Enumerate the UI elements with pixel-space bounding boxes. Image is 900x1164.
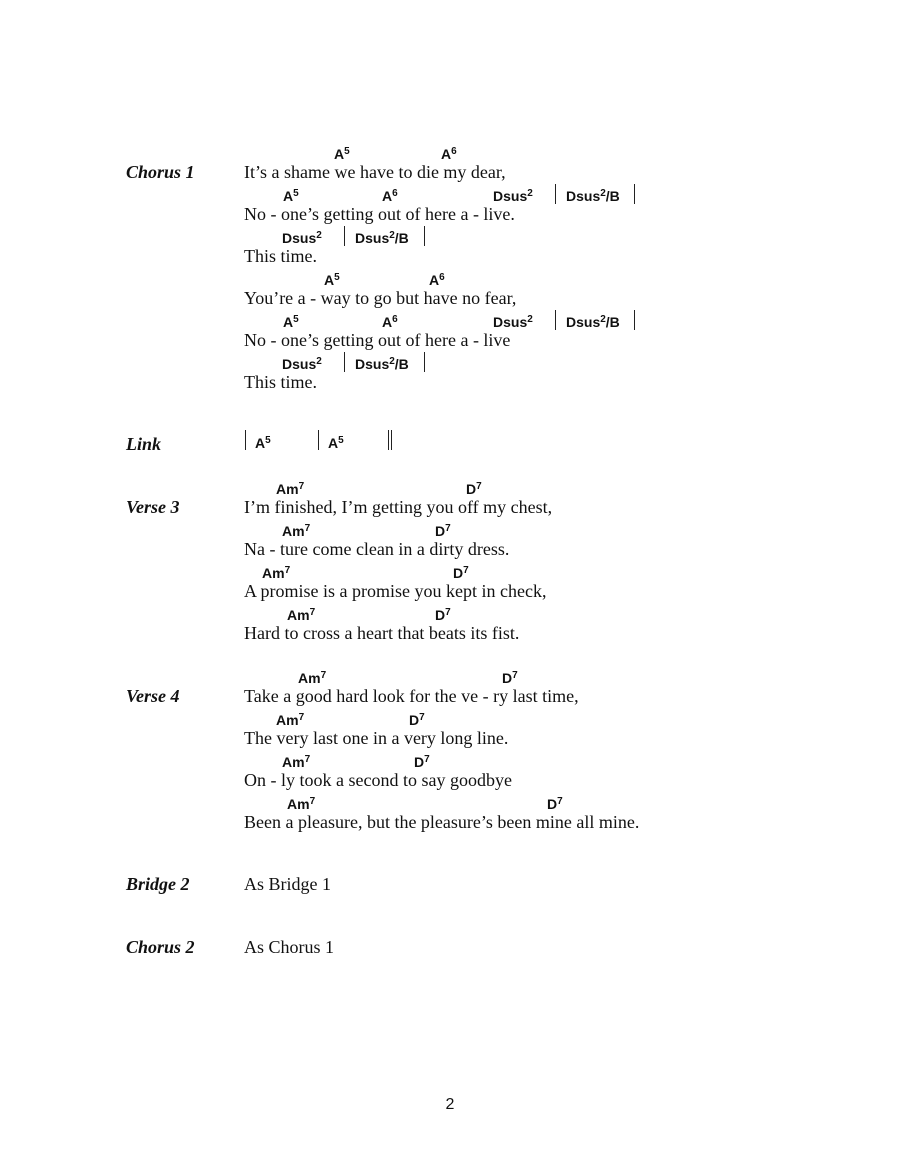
chord: $D^7$: [435, 607, 451, 623]
chord: $A^5$: [283, 314, 299, 330]
chord: Am$^7$: [262, 565, 291, 581]
chord: $A^5$: [328, 435, 344, 451]
lyric-line: Been a pleasure, but the pleasure’s been mine all mine.: [244, 812, 640, 832]
lyric-line: Take a good hard look for the ve - ry last time,: [244, 686, 579, 706]
lyric-line: No - one’s getting out of here a - live: [244, 330, 511, 350]
bridge-2-instruction: As Bridge 1: [244, 874, 331, 894]
chord: Dsus$^2$: [493, 314, 533, 330]
chord: Am$^7$: [287, 796, 316, 812]
lyric-line: Hard to cross a heart that beats its fist.: [244, 623, 520, 643]
chord: $D^7$: [414, 754, 430, 770]
chord: $D^7$: [435, 523, 451, 539]
chord: $A^5$: [255, 435, 271, 451]
chord: $A^6$: [441, 146, 457, 162]
chord: $D^7$: [453, 565, 469, 581]
chorus-2-instruction: As Chorus 1: [244, 937, 335, 957]
lyric-line: No - one’s getting out of here a - live.: [244, 204, 515, 224]
chord: Dsus$^2$: [282, 356, 322, 372]
lyric-line: I’m finished, I’m getting you off my chest,: [244, 497, 553, 517]
bar-line: [555, 184, 556, 204]
bar-line: [424, 352, 425, 372]
chord: Am$^7$: [276, 712, 305, 728]
chord: $D^7$: [547, 796, 563, 812]
chord: Dsus$^2$: [493, 188, 533, 204]
bar-line: [318, 430, 319, 450]
chord: $A^6$: [382, 314, 398, 330]
section-label-chorus-2: Chorus 2: [126, 937, 195, 957]
chord: Dsus$^2$: [282, 230, 322, 246]
chord: $D^7$: [466, 481, 482, 497]
chord: $A^5$: [324, 272, 340, 288]
chord: Am$^7$: [282, 523, 311, 539]
section-label-verse-4: Verse 4: [126, 686, 180, 706]
section-label-chorus-1: Chorus 1: [126, 162, 195, 182]
lyric-line: The very last one in a very long line.: [244, 728, 509, 748]
lyric-line: You’re a - way to go but have no fear,: [244, 288, 517, 308]
bar-line: [424, 226, 425, 246]
chord: Dsus$^2$/B: [566, 188, 620, 204]
lyric-line: This time.: [244, 372, 317, 392]
chord: Dsus$^2$/B: [566, 314, 620, 330]
chord: $D^7$: [502, 670, 518, 686]
section-label-verse-3: Verse 3: [126, 497, 180, 517]
chord: $A^6$: [429, 272, 445, 288]
chord: Dsus$^2$/B: [355, 356, 409, 372]
bar-line: [344, 226, 345, 246]
bar-line: [634, 310, 635, 330]
bar-line: [344, 352, 345, 372]
lyric-line: A promise is a promise you kept in check,: [244, 581, 547, 601]
chord: $A^5$: [334, 146, 350, 162]
lyric-line: This time.: [244, 246, 317, 266]
chord: Am$^7$: [276, 481, 305, 497]
chord: Am$^7$: [298, 670, 327, 686]
bar-line: [555, 310, 556, 330]
chord: Dsus$^2$/B: [355, 230, 409, 246]
chord: $D^7$: [409, 712, 425, 728]
section-label-link: Link: [126, 434, 162, 454]
bar-line: [245, 430, 246, 450]
page-number: 2: [445, 1096, 455, 1113]
chord: $A^5$: [283, 188, 299, 204]
lyric-line: Na - ture come clean in a dirty dress.: [244, 539, 510, 559]
section-label-bridge-2: Bridge 2: [126, 874, 190, 894]
chord: Am$^7$: [287, 607, 316, 623]
chord: Am$^7$: [282, 754, 311, 770]
chord: $A^6$: [382, 188, 398, 204]
lyric-line: It’s a shame we have to die my dear,: [244, 162, 506, 182]
bar-line: [634, 184, 635, 204]
lyric-line: On - ly took a second to say goodbye: [244, 770, 512, 790]
double-bar-line: [388, 430, 392, 450]
